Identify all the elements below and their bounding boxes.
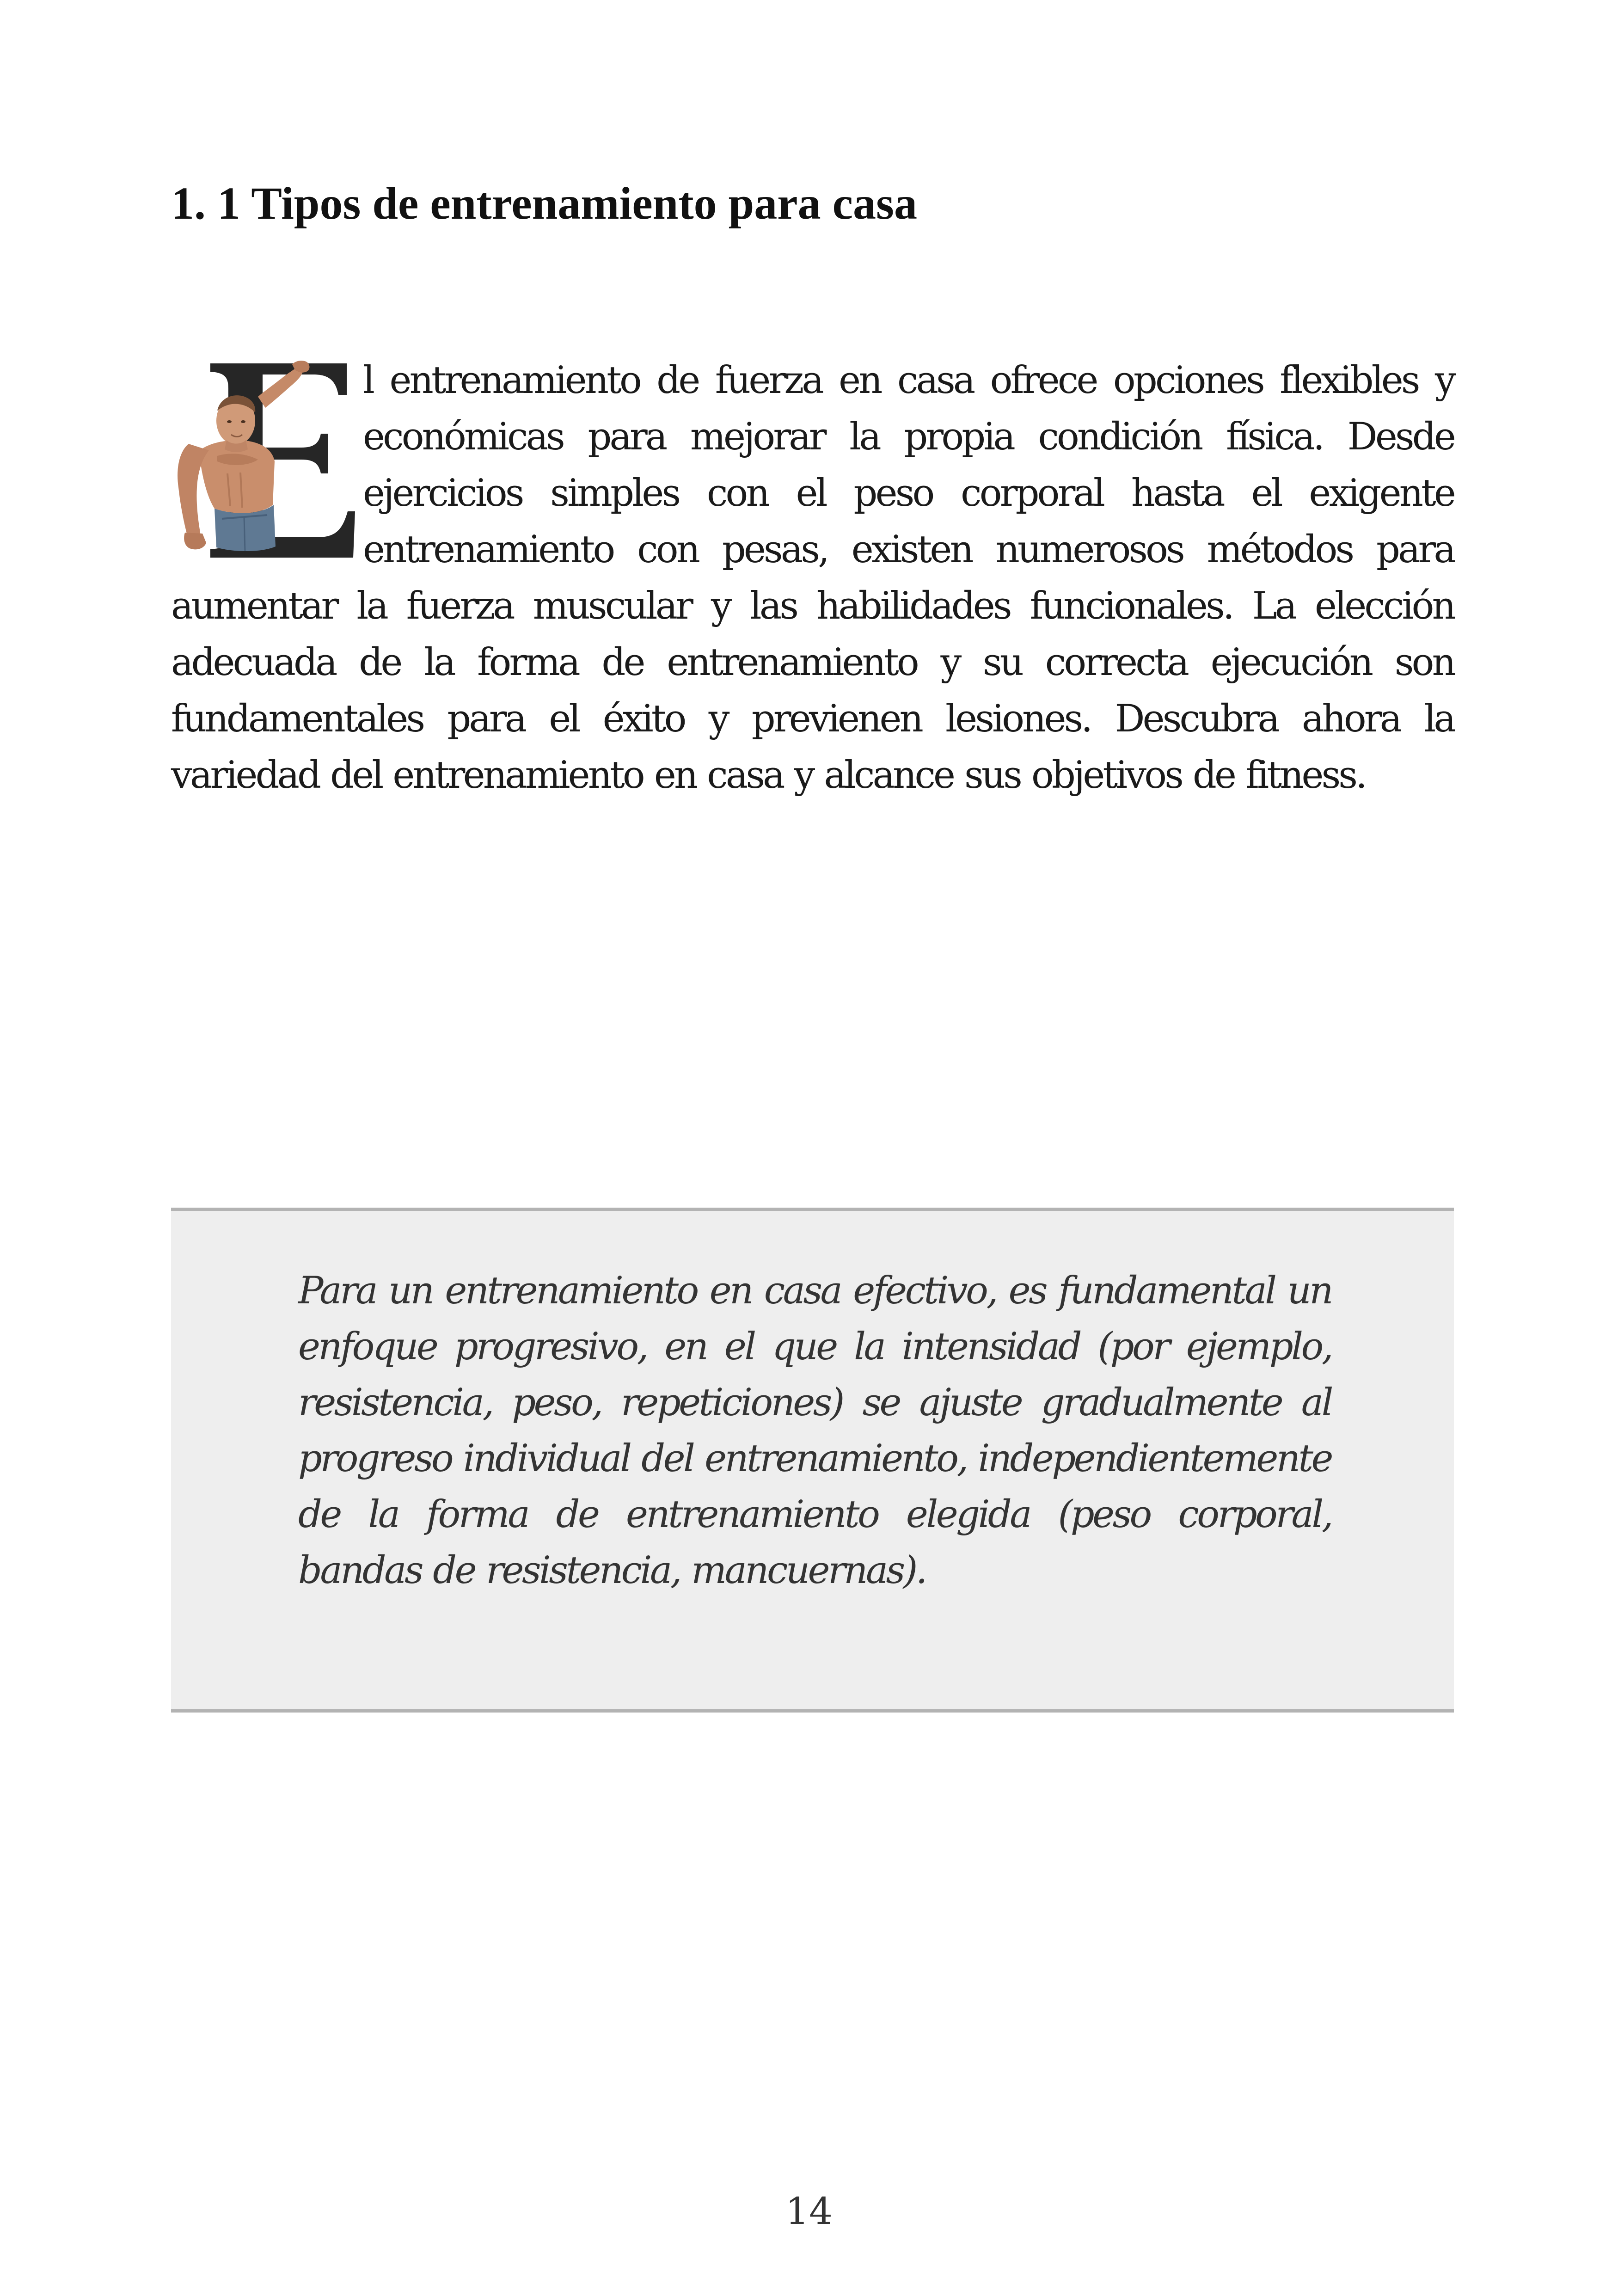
- page-number: 14: [785, 2190, 833, 2233]
- intro-paragraph: l entrenamiento de fuerza en casa ofrece opciones flexibles y económicas para mejorar la propia condición física. Desde ejercicios simples con el peso corporal hasta el exigente entrenamiento con pesas, existen numerosos métodos para aumentar la fuerza muscular y las habilidades funcionales. La elección adecuada de la forma de entrenamiento y su correcta ejecución son fundamentales para el éxito y previenen lesiones. Descubra ahora la variedad del entrenamiento en casa y alcance sus objetivos de fitness.: [171, 359, 1454, 797]
- man-leaning-on-letter-e-icon: [166, 352, 361, 567]
- callout-text: Para un entrenamiento en casa efectivo, es fundamental un enfoque progresivo, en el que la intensidad (por ejemplo, resistencia, peso, repeticiones) se ajuste gradualmente al progreso individual del entrenamiento, independientemente de la forma de entrenamiento elegida (peso corporal, bandas de resistencia, mancuernas).: [298, 1269, 1331, 1592]
- drop-cap-e-illustration: [166, 352, 361, 567]
- intro-section: [171, 352, 1454, 804]
- callout-box: [171, 1208, 1454, 1713]
- page-title: 1. 1 Tipos de entrenamiento para casa: [171, 178, 917, 229]
